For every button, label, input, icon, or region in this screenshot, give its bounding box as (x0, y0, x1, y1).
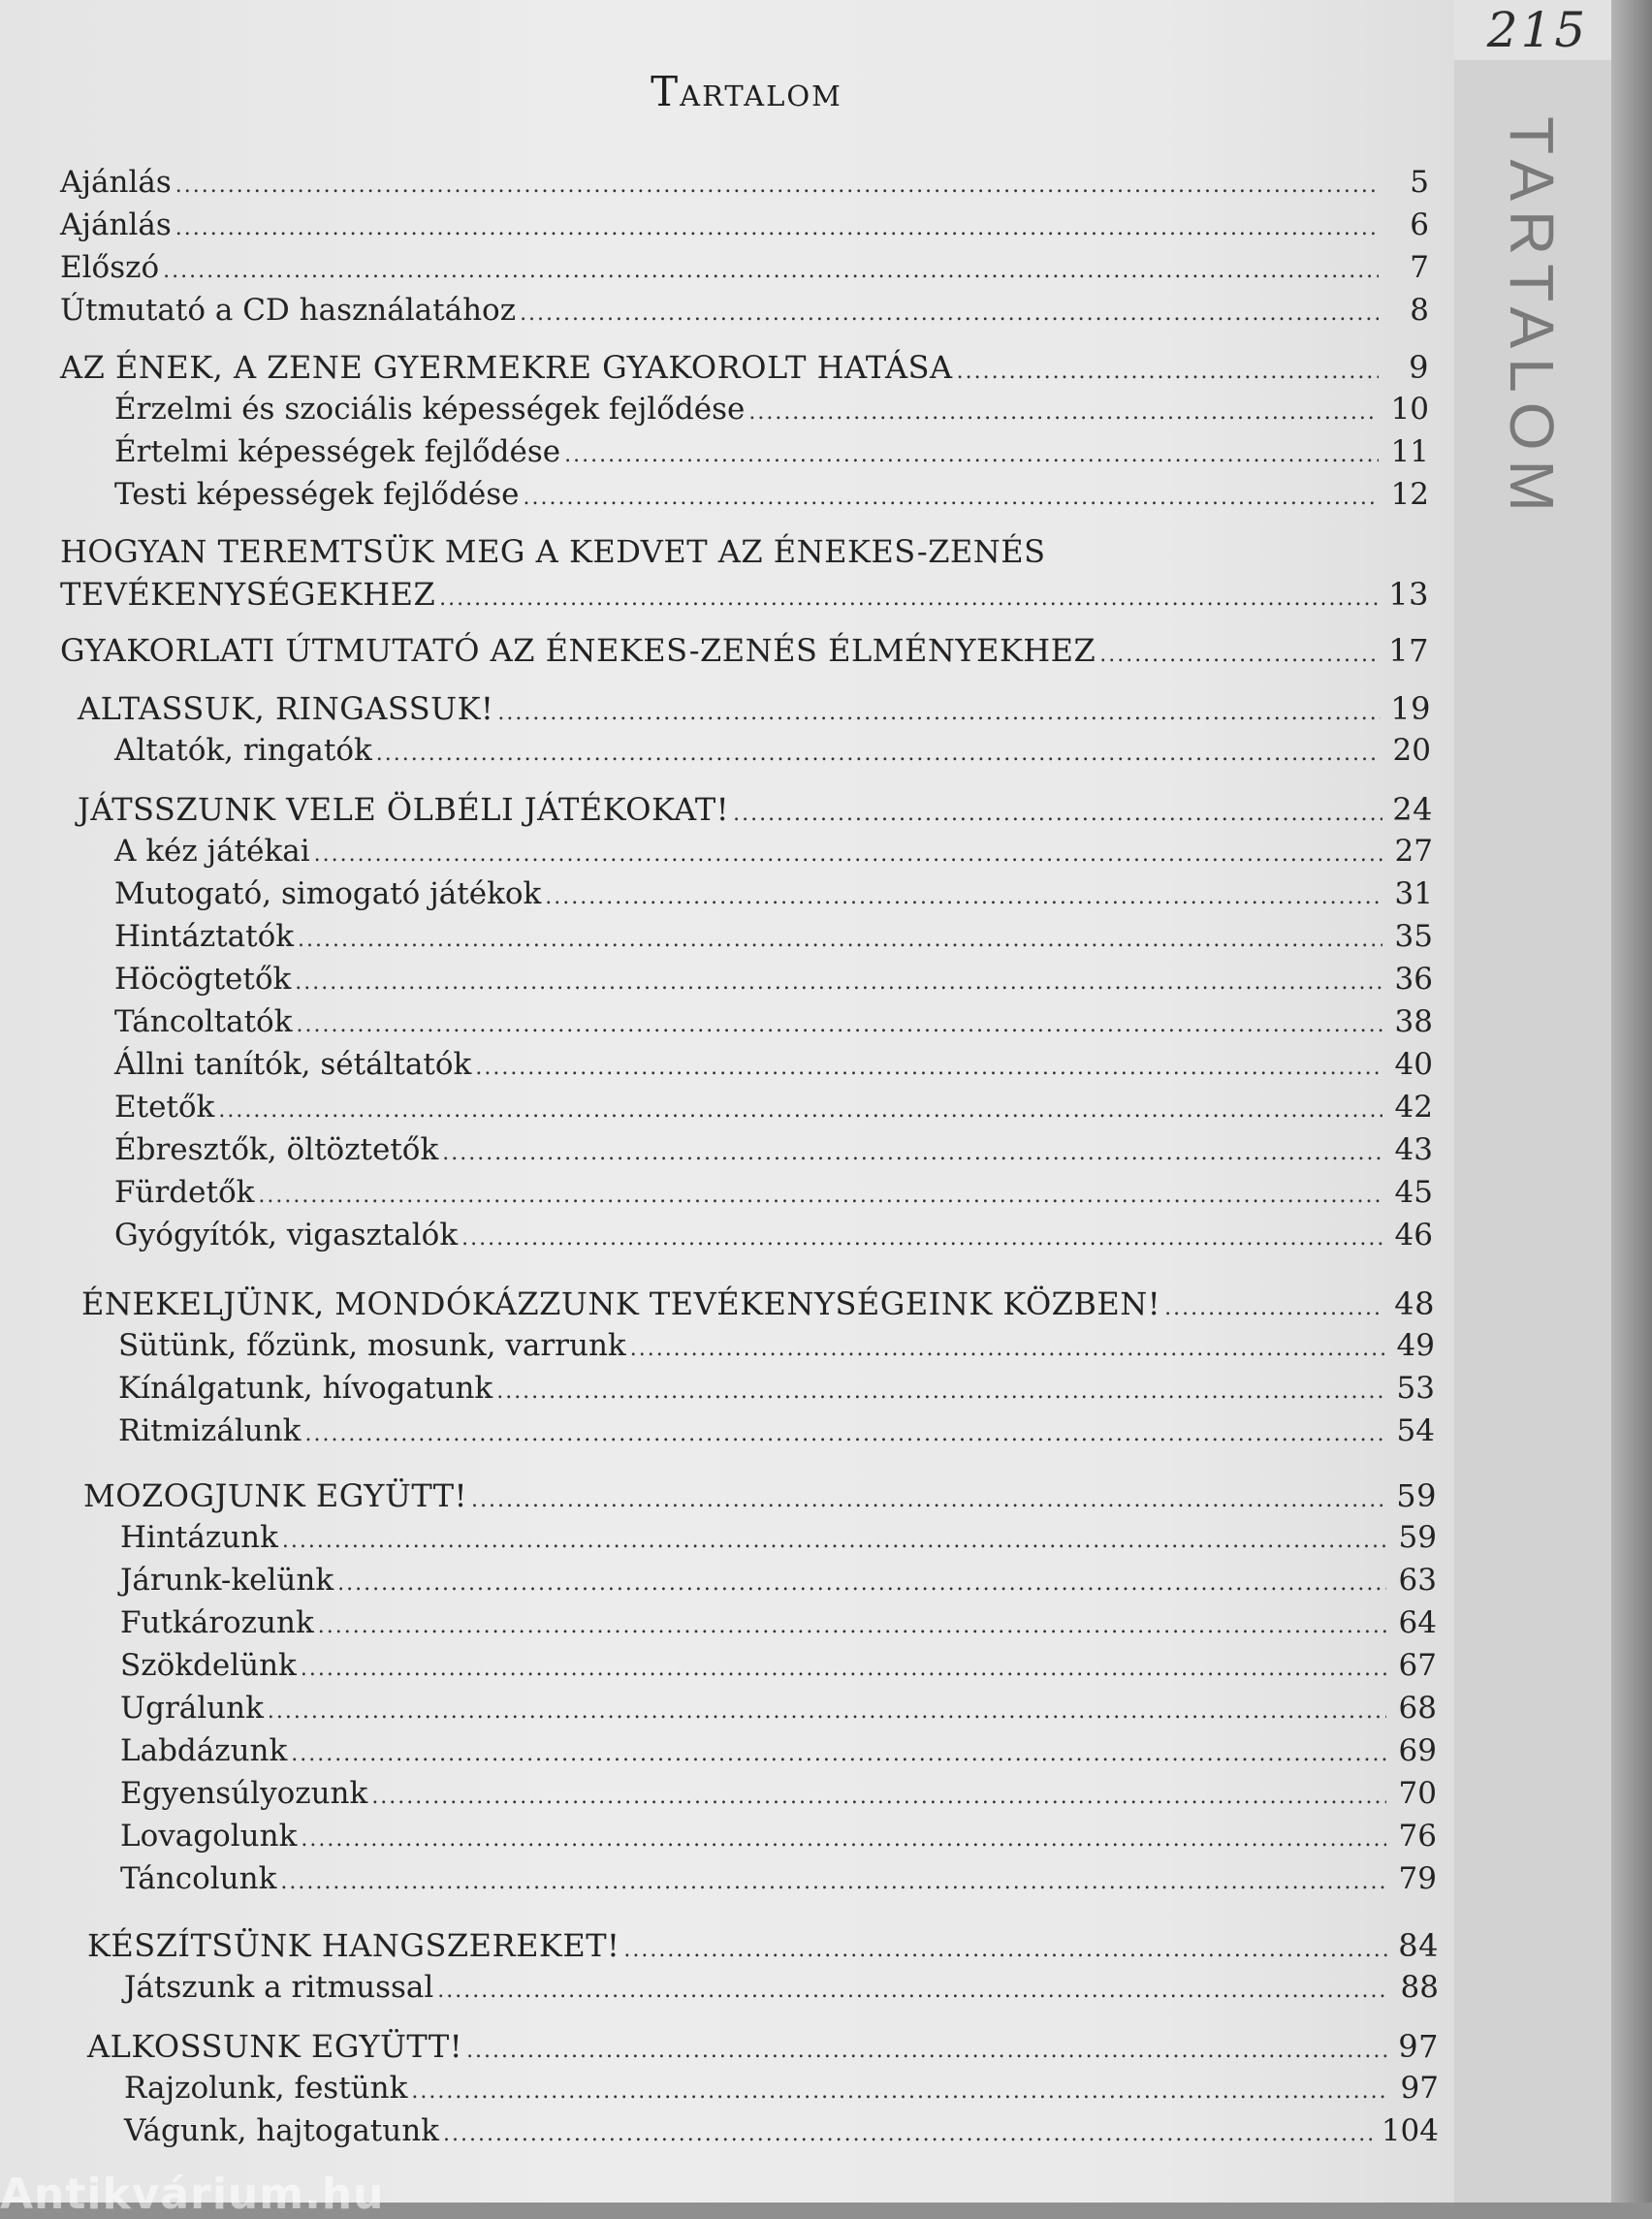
toc-entry[interactable] (120, 1819, 1437, 1857)
toc-entry-page: 97 (1400, 2071, 1439, 2106)
dot-leader (304, 1422, 1384, 1446)
toc-entry-label: Futkározunk (120, 1605, 314, 1640)
toc-entry[interactable] (120, 1605, 1437, 1644)
toc-entry-page: 63 (1398, 1563, 1437, 1598)
toc-entry-label: TEVÉKENYSÉGEKHEZ (60, 576, 436, 613)
toc-entry-label: GYAKORLATI ÚTMUTATÓ AZ ÉNEKES-ZENÉS ÉLMÉNYEKHEZ (60, 632, 1096, 669)
toc-entry-label: Járunk-kelünk (120, 1563, 334, 1598)
toc-entry-page: 49 (1396, 1328, 1435, 1363)
toc-entry-label: Sütünk, főzünk, mosunk, varrunk (118, 1328, 626, 1363)
toc-entry-page: 70 (1398, 1776, 1437, 1811)
toc-chapter-entry[interactable] (78, 791, 1433, 830)
toc-entry-label: Höcögtetők (114, 962, 292, 997)
toc-chapter-entry[interactable] (83, 1477, 1437, 1516)
toc-entry[interactable] (114, 962, 1433, 1000)
toc-entry[interactable] (114, 392, 1429, 430)
toc-entry-label: MOZOGJUNK EGYÜTT! (83, 1477, 467, 1514)
toc-entry[interactable] (114, 434, 1429, 473)
toc-entry-page: 46 (1394, 1218, 1433, 1252)
toc-entry-page: 5 (1410, 165, 1429, 200)
dot-leader (314, 842, 1382, 867)
dot-leader (371, 1785, 1386, 1809)
toc-entry-page: 43 (1394, 1132, 1433, 1167)
toc-entry[interactable] (114, 1004, 1433, 1043)
toc-entry-page: 97 (1398, 2028, 1439, 2065)
toc-entry[interactable] (114, 733, 1431, 772)
toc-entry-label: Hintáztatók (114, 919, 295, 954)
toc-entry[interactable] (114, 1047, 1433, 1086)
toc-entry[interactable] (114, 1218, 1433, 1256)
toc-entry-page: 48 (1394, 1285, 1435, 1322)
toc-entry-label: Ajánlás (60, 165, 172, 200)
toc-entry-label: KÉSZÍTSÜNK HANGSZEREKET! (87, 1927, 620, 1964)
toc-entry[interactable] (120, 1733, 1437, 1772)
toc-entry-label: Kínálgatunk, hívogatunk (118, 1371, 493, 1406)
dot-leader (1164, 1296, 1384, 1320)
toc-section-entry[interactable] (60, 576, 1429, 615)
side-section-title: TARTALOM (1497, 116, 1567, 522)
toc-entry[interactable] (114, 477, 1429, 516)
dot-leader (258, 1184, 1382, 1208)
toc-entry-page: 31 (1394, 876, 1433, 911)
dot-leader (301, 1827, 1386, 1852)
toc-entry-label: Ajánlás (60, 207, 172, 242)
toc-entry-page: 17 (1388, 632, 1429, 669)
toc-entry-page: 45 (1394, 1175, 1433, 1210)
dot-leader (545, 885, 1382, 909)
toc-entry[interactable] (60, 207, 1429, 246)
toc-entry-label: Érzelmi és szociális képességek fejlődése (114, 392, 746, 427)
dot-leader (524, 486, 1379, 510)
toc-entry-page: 40 (1394, 1047, 1433, 1082)
toc-entry-label: Hintázunk (120, 1520, 278, 1555)
toc-entry-label: Útmutató a CD használatához (60, 293, 517, 328)
dot-leader (497, 701, 1381, 725)
toc-entry-page: 59 (1398, 1520, 1437, 1555)
dot-leader (442, 1141, 1382, 1165)
toc-entry-label: Állni tanítók, sétáltatók (114, 1047, 472, 1082)
dot-leader (471, 1488, 1386, 1512)
dot-leader (443, 2122, 1372, 2146)
toc-entry-label: Ritmizálunk (118, 1413, 302, 1448)
toc-entry-label: Egyensúlyozunk (120, 1776, 368, 1811)
toc-entry-label: Ébresztők, öltöztetők (114, 1132, 439, 1167)
toc-entry-page: 20 (1392, 733, 1431, 768)
toc-entry[interactable] (114, 834, 1433, 872)
toc-entry-page: 38 (1394, 1004, 1433, 1039)
toc-entry[interactable] (124, 2071, 1439, 2109)
toc-entry-label: Rajzolunk, festünk (124, 2071, 408, 2106)
dot-leader (748, 400, 1379, 425)
dot-leader (280, 1870, 1386, 1894)
dot-leader (282, 1529, 1386, 1553)
toc-entry-label: Altatók, ringatók (114, 733, 372, 768)
toc-entry-page: 79 (1398, 1861, 1437, 1896)
toc-chapter-entry[interactable] (78, 690, 1431, 729)
dot-leader (175, 174, 1379, 198)
toc-chapter-entry[interactable] (87, 1927, 1439, 1966)
page-number: 215 (1486, 2, 1589, 58)
watermark: Antikvárium.hu (0, 2170, 385, 2219)
toc-entry[interactable] (60, 293, 1429, 332)
page-edge-shadow (1611, 0, 1652, 2203)
dot-leader (496, 1379, 1384, 1404)
toc-entry-label: Játszunk a ritmussal (124, 1970, 434, 2005)
toc-entry[interactable] (114, 1090, 1433, 1128)
toc-entry-label: Táncoltatók (114, 1004, 293, 1039)
dot-leader (1099, 643, 1379, 667)
toc-entry-page: 104 (1381, 2113, 1439, 2148)
dot-leader (437, 1979, 1388, 2003)
dot-leader (564, 443, 1379, 467)
toc-entry-page: 6 (1410, 207, 1429, 242)
toc-entry[interactable] (124, 1970, 1439, 2009)
toc-entry-page: 84 (1398, 1927, 1439, 1964)
dot-leader (318, 1614, 1386, 1638)
toc-entry[interactable] (120, 1861, 1437, 1900)
toc-chapter-entry[interactable] (81, 1285, 1435, 1324)
toc-entry-label: ALKOSSUNK EGYÜTT! (87, 2028, 463, 2065)
toc-entry-label: A kéz játékai (114, 834, 310, 869)
toc-entry-page: 35 (1394, 919, 1433, 954)
dot-leader (623, 1938, 1388, 1962)
toc-entry-label: ALTASSUK, RINGASSUK! (78, 690, 494, 727)
toc-entry[interactable] (118, 1413, 1435, 1452)
toc-entry-page: 76 (1398, 1819, 1437, 1854)
dot-leader (163, 259, 1379, 283)
toc-entry-page: 10 (1390, 392, 1429, 427)
toc-entry-label: Szökdelünk (120, 1648, 297, 1683)
toc-entry-page: 7 (1410, 250, 1429, 285)
dot-leader (630, 1337, 1384, 1361)
toc-entry[interactable] (114, 1175, 1433, 1214)
toc-entry-label: Fürdetők (114, 1175, 255, 1210)
dot-leader (520, 301, 1379, 326)
toc-entry-page: 12 (1390, 477, 1429, 512)
dot-leader (175, 216, 1379, 240)
toc-entry-label: Vágunk, hajtogatunk (124, 2113, 439, 2148)
toc-entry[interactable] (124, 2113, 1439, 2152)
toc-section-entry-line1[interactable]: HOGYAN TEREMTSÜK MEG A KEDVET AZ ÉNEKES-ZENÉS (60, 533, 1046, 570)
toc-entry-page: 69 (1398, 1733, 1437, 1768)
toc-entry[interactable] (118, 1371, 1435, 1410)
toc-entry-label: Előszó (60, 250, 160, 285)
dot-leader (295, 970, 1382, 995)
toc-entry-label: Táncolunk (120, 1861, 277, 1896)
dot-leader (957, 360, 1379, 384)
toc-entry[interactable] (60, 250, 1429, 289)
toc-chapter-entry[interactable] (87, 2028, 1439, 2067)
toc-entry-label: JÁTSSZUNK VELE ÖLBÉLI JÁTÉKOKAT! (78, 791, 730, 828)
dot-leader (268, 1699, 1386, 1724)
toc-entry[interactable] (120, 1520, 1437, 1559)
toc-entry-page: 88 (1400, 1970, 1439, 2005)
toc-entry-page: 24 (1392, 791, 1433, 828)
dot-leader (376, 742, 1381, 766)
dot-leader (475, 1056, 1382, 1080)
dot-leader (337, 1571, 1386, 1596)
dot-leader (466, 2039, 1388, 2063)
toc-section-entry[interactable] (60, 349, 1429, 388)
toc-entry-page: 59 (1396, 1477, 1437, 1514)
toc-entry-label: Testi képességek fejlődése (114, 477, 520, 512)
toc-entry[interactable] (120, 1691, 1437, 1729)
dot-leader (461, 1226, 1382, 1251)
toc-entry-page: 11 (1390, 434, 1429, 469)
toc-entry-label: Gyógyítók, vigasztalók (114, 1218, 459, 1252)
toc-entry-page: 64 (1398, 1605, 1437, 1640)
toc-entry-label: Lovagolunk (120, 1819, 298, 1854)
toc-entry-page: 42 (1394, 1090, 1433, 1125)
toc-entry-label: Mutogató, simogató játékok (114, 876, 542, 911)
toc-entry-page: 53 (1396, 1371, 1435, 1406)
dot-leader (291, 1742, 1386, 1766)
dot-leader (439, 586, 1379, 611)
toc-entry-page: 19 (1390, 690, 1431, 727)
toc-entry[interactable] (114, 1132, 1433, 1171)
toc-entry-page: 9 (1409, 349, 1429, 386)
toc-entry-page: 68 (1398, 1691, 1437, 1726)
toc-entry[interactable] (114, 876, 1433, 915)
toc-entry[interactable] (120, 1776, 1437, 1815)
toc-entry[interactable] (118, 1328, 1435, 1367)
page-title: Tartalom (651, 68, 842, 115)
dot-leader (733, 802, 1382, 826)
toc-entry[interactable] (120, 1563, 1437, 1601)
toc-entry-page: 8 (1410, 293, 1429, 328)
dot-leader (218, 1098, 1382, 1123)
toc-entry[interactable] (114, 919, 1433, 958)
toc-entry-label: Ugrálunk (120, 1691, 264, 1726)
toc-section-entry[interactable] (60, 632, 1429, 671)
toc-entry-label: Labdázunk (120, 1733, 288, 1768)
toc-entry-label: ÉNEKELJÜNK, MONDÓKÁZZUNK TEVÉKENYSÉGEINK KÖZBEN! (81, 1285, 1161, 1322)
toc-entry-page: 13 (1388, 576, 1429, 613)
toc-entry[interactable] (60, 165, 1429, 204)
toc-entry[interactable] (120, 1648, 1437, 1687)
toc-entry-label: Etetők (114, 1090, 215, 1125)
dot-leader (301, 1657, 1386, 1681)
toc-entry-page: 54 (1396, 1413, 1435, 1448)
toc-entry-label: Értelmi képességek fejlődése (114, 434, 561, 469)
dot-leader (297, 1013, 1382, 1037)
toc-entry-label: AZ ÉNEK, A ZENE GYERMEKRE GYAKOROLT HATÁSA (60, 349, 953, 386)
toc-entry-page: 36 (1394, 962, 1433, 997)
toc-entry-page: 67 (1398, 1648, 1437, 1683)
dot-leader (298, 928, 1382, 952)
toc-entry-page: 27 (1394, 834, 1433, 869)
dot-leader (411, 2079, 1388, 2104)
